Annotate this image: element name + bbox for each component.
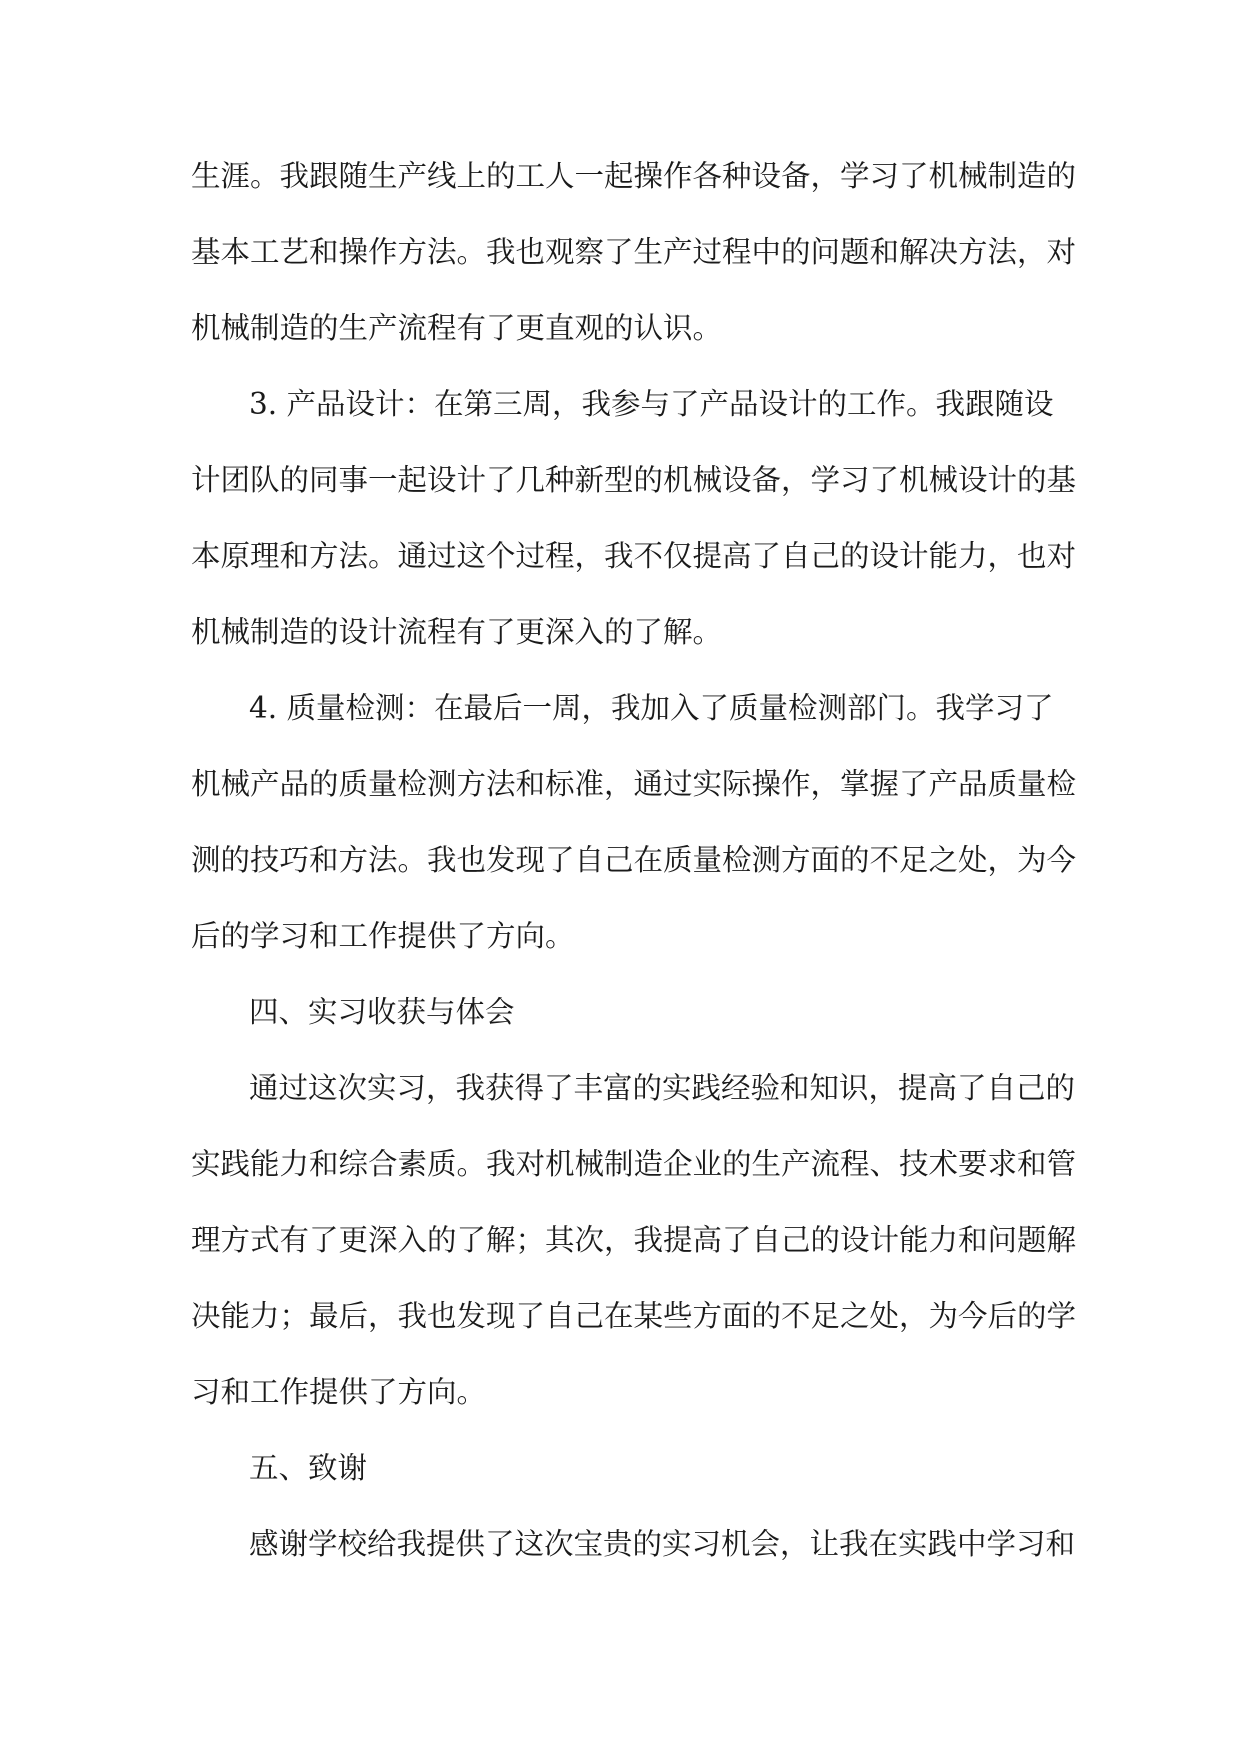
text-line: 生涯。我跟随生产线上的工人一起操作各种设备，学习了机械制造的 bbox=[191, 159, 1077, 193]
text-line: 感谢学校给我提供了这次宝贵的实习机会，让我在实践中学习和 bbox=[249, 1527, 1076, 1561]
body-text bbox=[191, 138, 1077, 1582]
text-line: 实践能力和综合素质。我对机械制造企业的生产流程、技术要求和管 bbox=[191, 1147, 1077, 1181]
text-line: 基本工艺和操作方法。我也观察了生产过程中的问题和解决方法，对 bbox=[191, 235, 1077, 269]
section-heading-thanks: 五、致谢 bbox=[249, 1451, 368, 1485]
text-line: 计团队的同事一起设计了几种新型的机械设备，学习了机械设计的基 bbox=[191, 463, 1077, 497]
text-line: 机械制造的生产流程有了更直观的认识。 bbox=[191, 311, 723, 345]
text-line: 通过这次实习，我获得了丰富的实践经验和知识，提高了自己的 bbox=[249, 1071, 1076, 1105]
text-line: 测的技巧和方法。我也发现了自己在质量检测方面的不足之处，为今 bbox=[191, 843, 1077, 877]
text-line: 本原理和方法。通过这个过程，我不仅提高了自己的设计能力，也对 bbox=[191, 539, 1077, 573]
text-line: 机械产品的质量检测方法和标准，通过实际操作，掌握了产品质量检 bbox=[191, 767, 1077, 801]
text-line: 理方式有了更深入的了解；其次，我提高了自己的设计能力和问题解 bbox=[191, 1223, 1077, 1257]
text-line: 机械制造的设计流程有了更深入的了解。 bbox=[191, 615, 723, 649]
section-heading-gains: 四、实习收获与体会 bbox=[249, 995, 515, 1029]
text-line: 习和工作提供了方向。 bbox=[191, 1375, 487, 1409]
text-line: 后的学习和工作提供了方向。 bbox=[191, 919, 575, 953]
list-item-quality-inspection: 4. 质量检测：在最后一周，我加入了质量检测部门。我学习了 bbox=[249, 691, 1054, 725]
list-item-product-design: 3. 产品设计：在第三周，我参与了产品设计的工作。我跟随设 bbox=[249, 387, 1054, 421]
text-line: 决能力；最后，我也发现了自己在某些方面的不足之处，为今后的学 bbox=[191, 1299, 1077, 1333]
